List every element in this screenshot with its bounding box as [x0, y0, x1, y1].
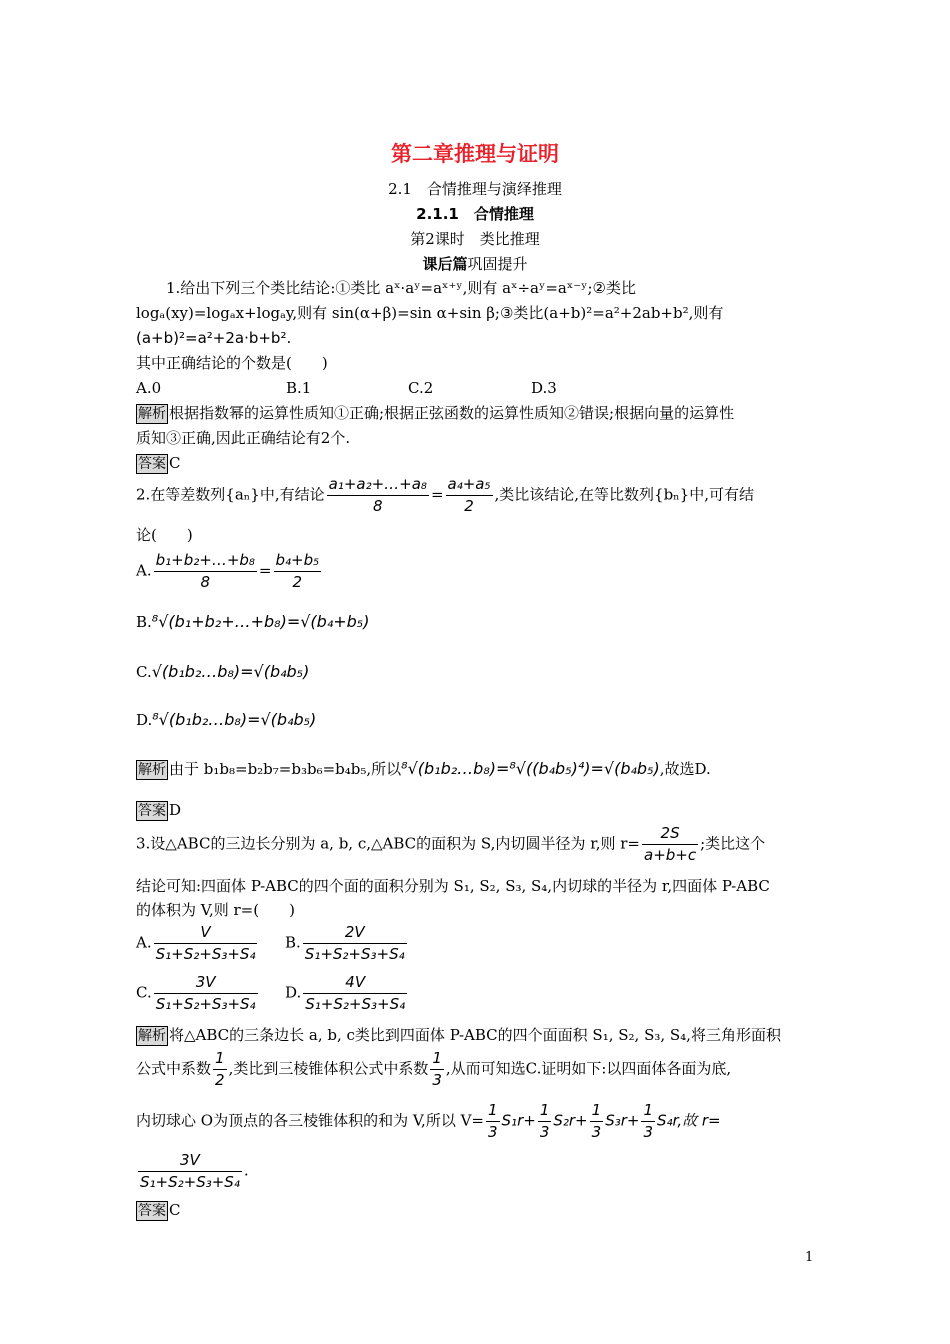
part-rest: 巩固提升 [467, 255, 528, 273]
q3-r-fraction [642, 823, 698, 866]
q3-analysis2a: 公式中系数 [136, 1059, 212, 1078]
q3-analysis-line2 [136, 1048, 731, 1091]
q3-analysis2c: ,从而可知选C.证明如下:以四面体各面为底, [445, 1059, 732, 1078]
answer-tag: 答案 [138, 803, 166, 819]
q3-option-d [285, 972, 409, 1015]
q1-stem-end: 其中正确结论的个数是( ) [136, 354, 328, 372]
q3-third1-den: 3 [487, 1123, 498, 1141]
q3-third3-num: 1 [590, 1100, 604, 1122]
answer-tag: 答案 [138, 456, 166, 472]
q3-suffix: ;类比这个 [700, 834, 766, 853]
q2-optC-label: C. [136, 663, 152, 681]
q3-optC-label: C. [136, 983, 152, 1002]
q3-optD-frac [303, 972, 407, 1015]
q3-third4-num: 1 [641, 1100, 655, 1122]
analysis-tag: 解析 [138, 762, 166, 778]
q1-line2: logₐ(xy)=logₐx+logₐy,则有 sin(α+β)=sin α+sin β;③类比(a+b)²=a²+2ab+b²,则有 [136, 304, 724, 322]
q3-third3-den: 3 [591, 1123, 602, 1141]
q3-third-2 [538, 1100, 552, 1143]
q2-analysis-a: 由于 b₁b₈=b₂b₇=b₃b₆=b₄b₅,所以 [169, 760, 402, 778]
q2-optB-expr: ⁸√(b₁+b₂+…+b₈)=√(b₄+b₅) [151, 612, 370, 631]
q3-optA-label: A. [136, 933, 152, 952]
q3-final-den: S₁+S₂+S₃+S₄ [140, 1173, 240, 1191]
q3-optA-num: V [154, 922, 258, 944]
q3-answer [136, 1199, 180, 1221]
q2-optD-label: D. [136, 711, 153, 729]
q2-optA-den2: 2 [292, 573, 303, 591]
q3-final-fraction [136, 1150, 249, 1193]
q2-option-c [136, 661, 309, 683]
q1-analysis-text1: 根据指数幂的运算性质知①正确;根据正弦函数的运算性质知②错误;根据向量的运算性 [169, 404, 735, 422]
q2-optA-frac2 [274, 550, 322, 593]
q2-analysis [136, 758, 711, 780]
q3-final-num: 3V [138, 1150, 242, 1172]
q2-optB-label: B. [136, 613, 152, 631]
q2-frac2-den: 2 [464, 497, 474, 515]
q1-analysis-text2: 质知③正确,因此正确结论有2个. [136, 429, 351, 447]
q3-optA-den: S₁+S₂+S₃+S₄ [155, 945, 256, 963]
q3-analysis1: 将△ABC的三条边长 a, b, c类比到四面体 P-ABC的四个面面积 S₁, S₂, S₃, S₄,将三角形面积 [169, 1026, 781, 1044]
q3-optD-num: 4V [303, 972, 407, 994]
q1-option-a: A.0 [136, 379, 162, 397]
q3-analysis-line3 [136, 1100, 721, 1143]
q3-optC-frac [154, 972, 258, 1015]
section-title: 2.1 合情推理与演绎推理 [388, 180, 562, 198]
q3-r-den: a+b+c [644, 846, 697, 864]
q2-optA-eq: = [258, 561, 272, 580]
q2-optC-expr: √(b₁b₂…b₈)=√(b₄b₅) [151, 662, 310, 681]
q3-optB-den: S₁+S₂+S₃+S₄ [304, 945, 405, 963]
q3-half [213, 1048, 227, 1091]
q3-optC-num: 3V [154, 972, 258, 994]
q3-third-3 [590, 1100, 604, 1143]
q2-optA-den1: 8 [200, 573, 211, 591]
q3-line2: 结论可知:四面体 P-ABC的四个面的面积分别为 S₁, S₂, S₃, S₄,内切球的半径为 r,四面体 P-ABC [136, 877, 770, 895]
q3-option-b [285, 922, 409, 965]
q3-third4-den: 3 [643, 1123, 654, 1141]
q3-optC-den: S₁+S₂+S₃+S₄ [155, 995, 256, 1013]
q2-analysis-b: ⁸√(b₁b₂…b₈)=⁸√((b₄b₅)⁴)=√(b₄b₅) [401, 759, 660, 778]
q1-option-d: D.3 [531, 379, 557, 397]
q2-eq: = [430, 485, 444, 504]
q3-optD-den: S₁+S₂+S₃+S₄ [305, 995, 406, 1013]
answer-tag: 答案 [138, 1203, 166, 1219]
q3-analysis2b: ,类比到三棱锥体积公式中系数 [228, 1059, 429, 1078]
q2-optA-num1: b₁+b₂+…+b₈ [154, 550, 257, 572]
q3-option-c [136, 972, 260, 1015]
analysis-tag: 解析 [138, 406, 166, 422]
q2-option-b [136, 611, 369, 633]
q2-suffix: ,类比该结论,在等比数列{bₙ}中,可有结 [494, 485, 754, 504]
q3-third-1 [486, 1100, 500, 1143]
lesson-title: 第2课时 类比推理 [410, 230, 540, 248]
page-number: 1 [805, 1250, 814, 1265]
part-title [0, 253, 950, 274]
q2-analysis-c: ,故选D. [659, 760, 711, 778]
q3-answer-value: C [169, 1201, 181, 1219]
q1-option-b: B.1 [286, 379, 312, 397]
q2-optA-label: A. [136, 561, 152, 580]
q3-term2: S₂r+ [553, 1111, 588, 1130]
q3-final-frac [138, 1150, 242, 1193]
q3-prefix: 3.设△ABC的三边长分别为 a, b, c,△ABC的面积为 S,内切圆半径为 r,则 r= [136, 834, 641, 853]
q2-option-a [136, 550, 323, 593]
q2-optD-expr: ⁸√(b₁b₂…b₈)=√(b₄b₅) [152, 710, 317, 729]
q2-line2: 论( ) [136, 526, 193, 544]
q3-third2-num: 1 [538, 1100, 552, 1122]
q3-r-num: 2S [642, 823, 698, 845]
q3-third2-den: 3 [539, 1123, 550, 1141]
q3-optA-frac [154, 922, 258, 965]
subsection-title: 2.1.1 合情推理 [416, 205, 534, 223]
q3-final-dot: . [243, 1161, 249, 1180]
part-bold: 课后篇 [422, 255, 468, 273]
q3-analysis3a: 内切球心 O为顶点的各三棱锥体积的和为 V,所以 V= [136, 1111, 484, 1130]
chapter-title: 第二章推理与证明 [391, 142, 559, 166]
q2-line1 [136, 474, 754, 517]
q2-frac1-den: 8 [373, 497, 383, 515]
analysis-tag: 解析 [138, 1028, 166, 1044]
q1-analysis [136, 402, 734, 424]
q3-half-den: 2 [215, 1071, 225, 1089]
q2-frac2-num: a₄+a₅ [446, 474, 493, 496]
q3-third [430, 1048, 444, 1091]
q3-optB-num: 2V [303, 922, 407, 944]
q2-fraction-1 [327, 474, 429, 517]
q2-option-d [136, 709, 316, 731]
q2-fraction-2 [446, 474, 493, 517]
q3-third-den: 3 [432, 1071, 442, 1089]
q3-half-num: 1 [213, 1048, 227, 1070]
q1-option-c: C.2 [408, 379, 434, 397]
q3-term3: S₃r+ [605, 1111, 640, 1130]
q3-line3: 的体积为 V,则 r=( ) [136, 901, 295, 919]
q3-third-4 [641, 1100, 655, 1143]
q3-term1: S₁r+ [501, 1111, 536, 1130]
q2-optA-frac1 [154, 550, 257, 593]
q2-answer-value: D [169, 801, 182, 819]
q3-analysis [136, 1024, 781, 1046]
q2-optA-num2: b₄+b₅ [274, 550, 322, 572]
q2-prefix: 2.在等差数列{aₙ}中,有结论 [136, 485, 325, 504]
q3-line1 [136, 823, 765, 866]
q1-answer [136, 452, 180, 474]
q3-optB-label: B. [285, 933, 301, 952]
q3-third-num: 1 [430, 1048, 444, 1070]
q2-answer [136, 799, 181, 821]
q1-answer-value: C [169, 454, 181, 472]
q3-term4: S₄r,故 r= [657, 1111, 721, 1130]
q3-optB-frac [303, 922, 407, 965]
q2-frac1-num: a₁+a₂+…+a₈ [327, 474, 429, 496]
q3-option-a [136, 922, 259, 965]
q1-line3: (a+b)²=a²+2a·b+b². [136, 329, 292, 347]
q3-optD-label: D. [285, 983, 302, 1002]
q3-third1-num: 1 [486, 1100, 500, 1122]
q1-line1: 1.给出下列三个类比结论:①类比 aˣ·aʸ=aˣ⁺ʸ,则有 aˣ÷aʸ=aˣ⁻ʸ;②类比 [166, 279, 636, 297]
